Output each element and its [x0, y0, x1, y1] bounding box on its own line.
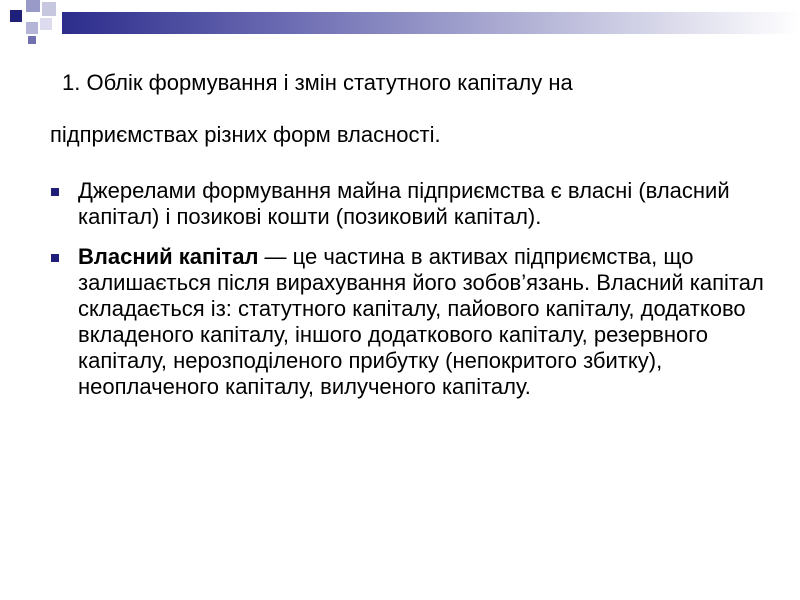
bullet-list [48, 178, 768, 414]
header-gradient-bar [62, 12, 800, 34]
bullet-text: Джерелами формування майна підприємства є власні (власний капітал) і позикові кошти (позиковий капітал). [78, 178, 730, 229]
bullet-item-sources [48, 178, 768, 230]
square-bullet-icon [51, 188, 59, 196]
bullet-item-equity [48, 244, 768, 400]
decorative-square [10, 10, 22, 22]
decorative-square [26, 22, 38, 34]
bullet-text: — це частина в активах підприємства, що залишається після вирахування його зобов’язань. Власний капітал складається із: статутного капіталу, пайового капіталу, додатково вкладеного капіталу, іншого додаткового капіталу, резервного капіталу, нерозподіленого прибутку (непокритого збитку), неоплаченого капіталу, вилученого капіталу. [78, 244, 764, 399]
decorative-square [40, 18, 52, 30]
decorative-square [28, 36, 36, 44]
slide-title-line-1: 1. Облік формування і змін статутного капіталу на [62, 70, 573, 95]
decorative-square [26, 0, 40, 12]
bullet-term: Власний капітал [78, 244, 259, 269]
slide-title-line-2: підприємствах різних форм власності. [50, 122, 441, 147]
decorative-square [42, 2, 56, 16]
square-bullet-icon [51, 254, 59, 262]
